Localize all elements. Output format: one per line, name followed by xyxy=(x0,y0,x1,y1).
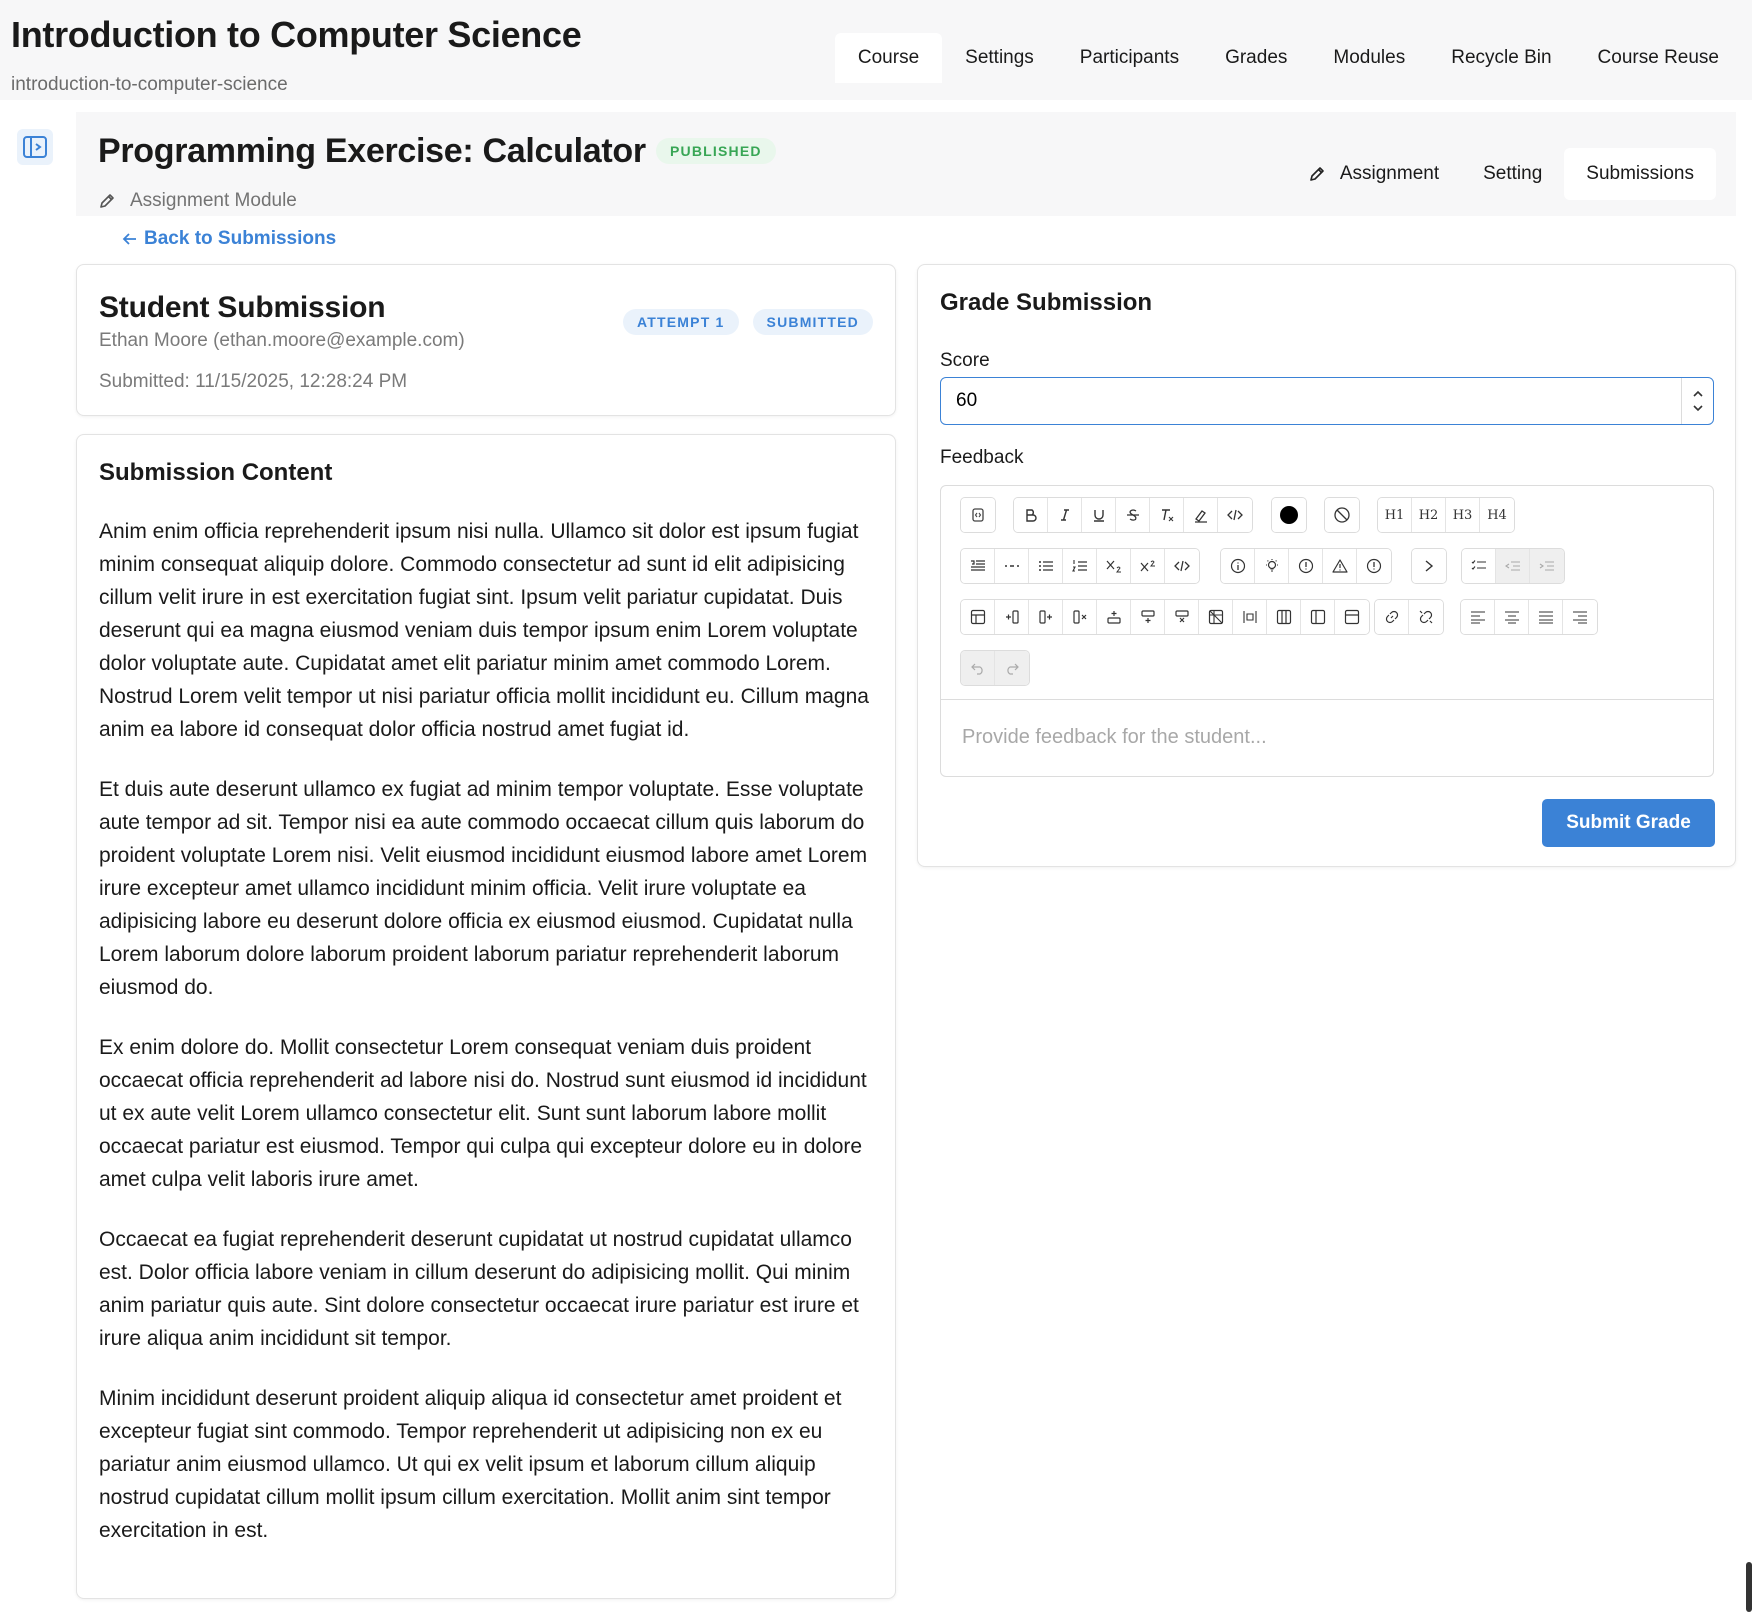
superscript-icon[interactable] xyxy=(1131,549,1165,583)
editor-toolbar xyxy=(941,486,1713,700)
tab-modules[interactable]: Modules xyxy=(1333,47,1406,68)
grade-submission-heading: Grade Submission xyxy=(940,289,1153,316)
toolbar-group-table xyxy=(960,599,1370,635)
student-name: Ethan Moore (ethan.moore@example.com) xyxy=(99,330,465,351)
unlink-icon[interactable] xyxy=(1409,600,1443,634)
clear-color-icon[interactable] xyxy=(1325,498,1359,532)
tab-participants[interactable]: Participants xyxy=(1079,47,1180,68)
bullet-list-icon[interactable] xyxy=(1029,549,1063,583)
content-paragraph: Occaecat ea fugiat reprehenderit deserunt cupidatat ut nostrud cupidatat ullamco est. Dolor officia labore veniam in cillum deserunt do adipisicing mollit. Qui minim anim pariatur quis aute. Sint dolore consectetur occaecat irure pariatur est irure et irure aliqua anim incididunt sit tempor. xyxy=(99,1228,859,1350)
pencil-icon[interactable] xyxy=(98,192,116,210)
horizontal-rule-icon[interactable] xyxy=(995,549,1029,583)
inline-code-icon[interactable] xyxy=(1218,498,1252,532)
numbered-list-icon[interactable] xyxy=(1063,549,1097,583)
tab-submissions[interactable]: Submissions xyxy=(1564,148,1716,200)
back-link-label: Back to Submissions xyxy=(144,228,337,249)
delete-table-icon[interactable] xyxy=(1199,600,1233,634)
toolbar-group-align xyxy=(1460,599,1598,635)
subscript-icon[interactable] xyxy=(1097,549,1131,583)
link-icon[interactable] xyxy=(1375,600,1409,634)
module-row xyxy=(98,190,297,212)
submission-content-body xyxy=(99,515,879,1574)
student-submission-card xyxy=(76,264,896,416)
chevron-up-icon[interactable] xyxy=(1692,390,1704,398)
toolbar-group-format xyxy=(1013,497,1253,533)
feedback-input[interactable] xyxy=(941,700,1713,776)
tab-assignment[interactable] xyxy=(1286,148,1461,200)
feedback-label: Feedback xyxy=(940,447,1024,468)
arrow-left-icon xyxy=(122,231,138,247)
add-row-before-icon[interactable] xyxy=(1097,600,1131,634)
add-row-after-icon[interactable] xyxy=(1131,600,1165,634)
feedback-editor xyxy=(940,485,1714,777)
blockquote-icon[interactable] xyxy=(961,549,995,583)
submit-grade-button[interactable]: Submit Grade xyxy=(1542,799,1715,847)
score-stepper[interactable] xyxy=(1681,378,1713,424)
task-list-icon[interactable] xyxy=(1462,549,1496,583)
toolbar-group-details xyxy=(1411,548,1447,584)
toolbar-group-color xyxy=(1271,497,1307,533)
toolbar-group-source xyxy=(960,497,996,533)
heading-1-button[interactable]: H1 xyxy=(1378,498,1412,532)
content-paragraph: Et duis aute deserunt ullamco ex fugiat ad minim tempor voluptate. Esse voluptate aute tempor ad sit. Tempor nisi ea aute commodo occaecat cillum quis laborum do proident voluptate Lorem nisi. Velit eiusmod incididunt eiusmod labore amet Lorem irure excepteur amet ullamco incididunt minim officia. Velit irure voluptate ea adipisicing labore eu deserunt dolore officia ex eiusmod eiusmod. Cupidatat nulla Lorem laborum dolore laborum proident laborum pariatur reprehenderit laborum eiusmod do. xyxy=(99,778,868,999)
scrollbar-thumb[interactable] xyxy=(1746,1562,1752,1612)
header-column-icon[interactable] xyxy=(1301,600,1335,634)
submitted-timestamp: Submitted: 11/15/2025, 12:28:24 PM xyxy=(99,371,408,392)
submission-content-heading: Submission Content xyxy=(99,459,333,486)
delete-column-icon[interactable] xyxy=(1063,600,1097,634)
chevron-down-icon[interactable] xyxy=(1692,404,1704,412)
submission-badges xyxy=(623,309,873,335)
header-row-icon[interactable] xyxy=(1335,600,1369,634)
add-column-before-icon[interactable] xyxy=(995,600,1029,634)
source-code-icon[interactable] xyxy=(961,498,995,532)
clear-format-icon[interactable] xyxy=(1150,498,1184,532)
tab-course-reuse[interactable]: Course Reuse xyxy=(1597,47,1719,68)
tab-grades[interactable]: Grades xyxy=(1225,47,1288,68)
content-paragraph: Anim enim officia reprehenderit ipsum nisi nulla. Ullamco sit dolor est ipsum fugiat minim consequat aliquip dolore. Commodo consectetur ad sunt id elit adipisicing cillum velit irure in est exercitation fugiat sint. Ipsum velit pariatur cupidatat. Duis deserunt qui ea magna eiusmod veniam duis tempor ipsum enim Lorem voluptate dolor voluptate aute. Cupidatat amet elit pariatur minim amet commodo Lorem. Nostrud Lorem velit tempor ut nisi pariatur officia mollit incididunt eu. Cillum magna anim ea labore id consequat dolor officia nostrud amet fugiat id. xyxy=(99,520,869,741)
bold-icon[interactable] xyxy=(1014,498,1048,532)
align-center-icon[interactable] xyxy=(1495,600,1529,634)
course-header xyxy=(0,0,1752,100)
sidebar-toggle-icon xyxy=(22,134,48,160)
grade-submission-card xyxy=(917,264,1736,867)
toolbar-group-blocks xyxy=(960,548,1200,584)
published-badge: PUBLISHED xyxy=(656,138,776,164)
content-paragraph: Minim incididunt deserunt proident aliquip aliqua id consectetur amet proident et excepteur fugiat sint commodo. Tempor reprehenderit ut adipisicing non ex eu pariatur anim eiusmod ullamco. Ut qui ex velit ipsum et laborum cillum aliquip nostrud cupidatat cillum mollit ipsum cillum exercitation. Mollit anim sint tempor exercitation in est. xyxy=(99,1387,842,1542)
code-block-icon[interactable] xyxy=(1165,549,1199,583)
feedback-editor-area xyxy=(941,700,1713,776)
tab-setting[interactable]: Setting xyxy=(1483,163,1543,184)
toolbar-group-links xyxy=(1374,599,1444,635)
error-circle-icon[interactable] xyxy=(1357,549,1391,583)
score-field xyxy=(940,377,1714,425)
indent-icon[interactable] xyxy=(1530,549,1564,583)
lightbulb-icon[interactable] xyxy=(1255,549,1289,583)
text-color-icon[interactable] xyxy=(1272,498,1306,532)
content-paragraph: Ex enim dolore do. Mollit consectetur Lorem consequat veniam duis proident occaecat officia reprehenderit ad labore nisi do. Nostrud sunt eiusmod id incididunt ut ex aute velit Lorem ullamco consectetur elit. Sunt sunt laborum labore mollit occaecat pariatur est eiusmod. Tempor qui culpa qui excepteur dolore eu in dolore amet culpa velit laboris irure amet. xyxy=(99,1036,867,1191)
toolbar-group-color-clear xyxy=(1324,497,1360,533)
score-label: Score xyxy=(940,350,990,371)
course-title: Introduction to Computer Science xyxy=(11,14,582,55)
module-label: Assignment Module xyxy=(130,190,297,211)
delete-row-icon[interactable] xyxy=(1165,600,1199,634)
redo-icon[interactable] xyxy=(995,651,1029,685)
pencil-icon xyxy=(1308,165,1326,183)
table-icon[interactable] xyxy=(961,600,995,634)
tab-course[interactable]: Course xyxy=(835,33,942,83)
merge-cells-icon[interactable] xyxy=(1233,600,1267,634)
course-slug: introduction-to-computer-science xyxy=(11,74,288,95)
student-submission-heading: Student Submission xyxy=(99,291,386,324)
heading-3-button[interactable]: H3 xyxy=(1446,498,1480,532)
sidebar-toggle-button[interactable] xyxy=(17,129,53,165)
toolbar-group-tasks xyxy=(1461,548,1565,584)
tab-settings[interactable]: Settings xyxy=(965,47,1034,68)
tab-assignment-label: Assignment xyxy=(1339,163,1440,184)
tab-recycle-bin[interactable]: Recycle Bin xyxy=(1451,47,1552,68)
add-column-after-icon[interactable] xyxy=(1029,600,1063,634)
highlight-icon[interactable] xyxy=(1184,498,1218,532)
underline-icon[interactable] xyxy=(1082,498,1116,532)
submission-content-card xyxy=(76,434,896,1599)
toolbar-group-history xyxy=(960,650,1030,686)
align-justify-icon[interactable] xyxy=(1529,600,1563,634)
warning-icon[interactable] xyxy=(1323,549,1357,583)
status-badge: SUBMITTED xyxy=(753,309,873,335)
alert-circle-icon[interactable] xyxy=(1289,549,1323,583)
back-to-submissions-link[interactable] xyxy=(122,228,336,250)
toolbar-group-headings xyxy=(1377,497,1515,533)
attempt-badge: ATTEMPT 1 xyxy=(623,309,739,335)
assignment-title: Programming Exercise: Calculator xyxy=(98,132,646,170)
course-tabs xyxy=(835,33,1742,83)
split-cell-icon[interactable] xyxy=(1267,600,1301,634)
italic-icon[interactable] xyxy=(1048,498,1082,532)
chevron-right-icon[interactable] xyxy=(1412,549,1446,583)
strikethrough-icon[interactable] xyxy=(1116,498,1150,532)
align-right-icon[interactable] xyxy=(1563,600,1597,634)
heading-4-button[interactable]: H4 xyxy=(1480,498,1514,532)
align-left-icon[interactable] xyxy=(1461,600,1495,634)
assignment-tabs xyxy=(1286,148,1716,200)
heading-2-button[interactable]: H2 xyxy=(1412,498,1446,532)
assignment-header xyxy=(76,112,1736,216)
score-input[interactable] xyxy=(941,379,1681,423)
undo-icon[interactable] xyxy=(961,651,995,685)
toolbar-group-callouts xyxy=(1220,548,1392,584)
outdent-icon[interactable] xyxy=(1496,549,1530,583)
info-icon[interactable] xyxy=(1221,549,1255,583)
